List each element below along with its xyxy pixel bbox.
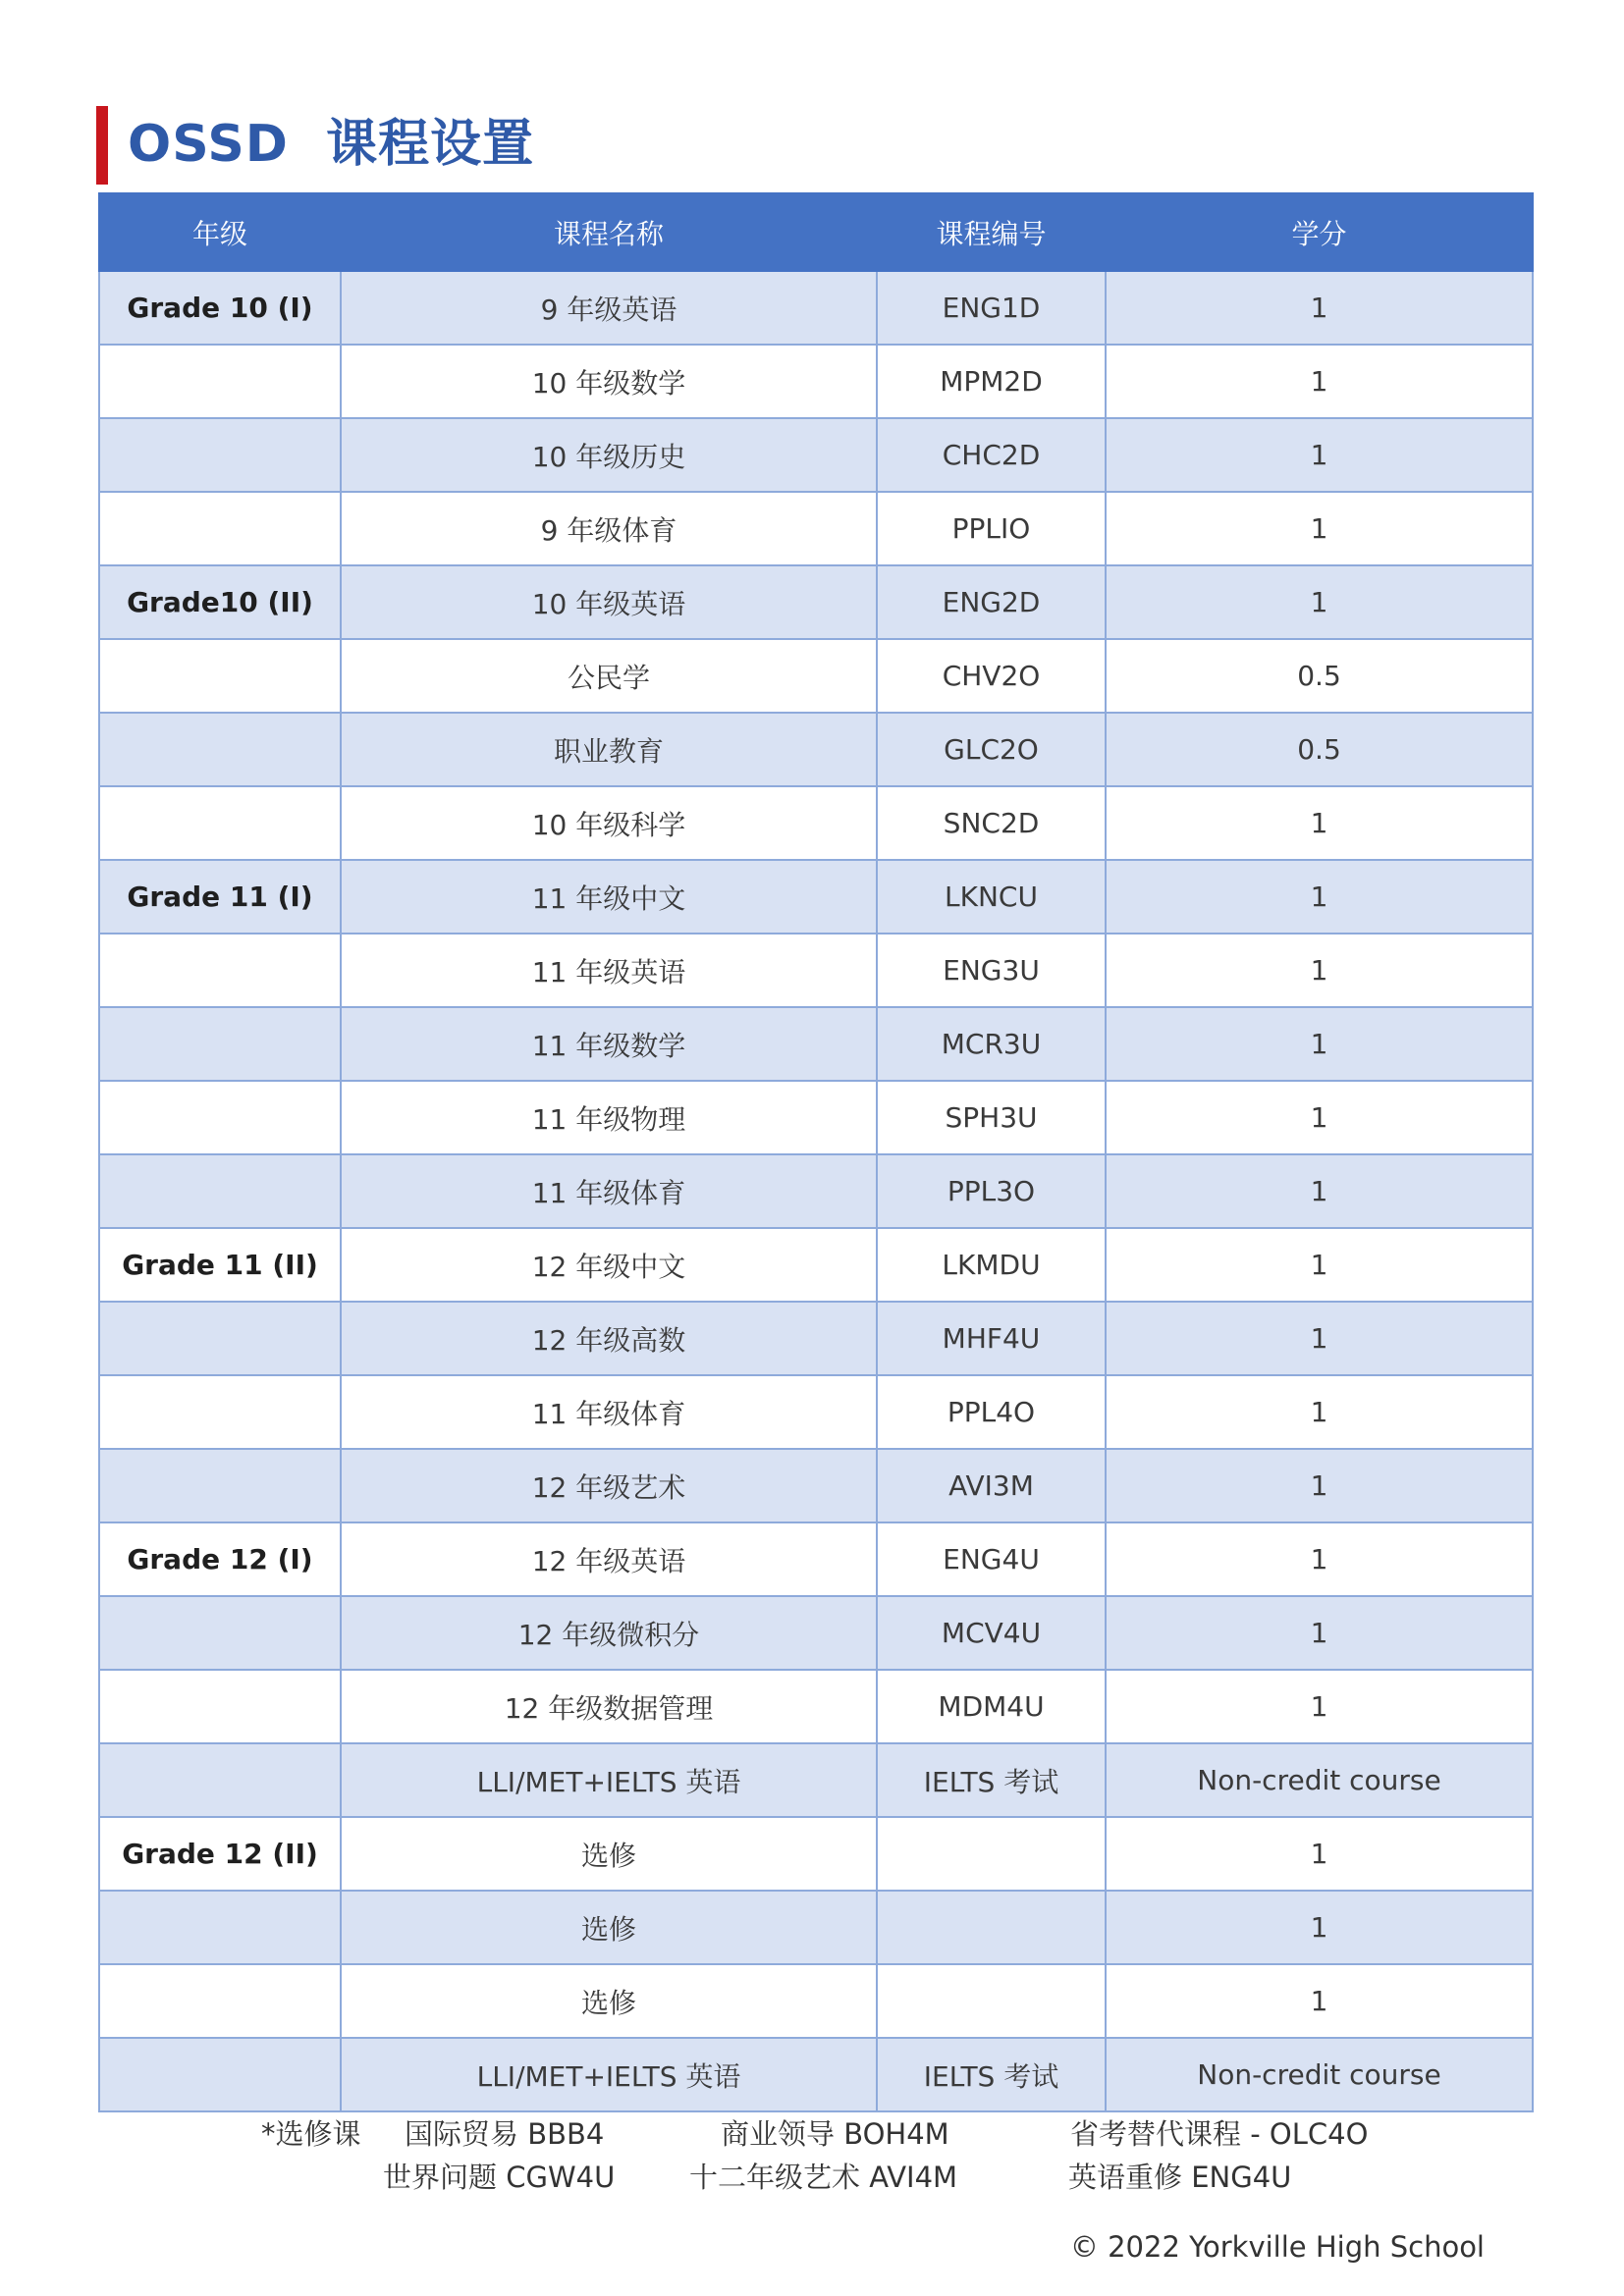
course-name-cell: 12 年级英语 bbox=[341, 1522, 877, 1596]
header-grade: 年级 bbox=[99, 193, 341, 271]
table-row bbox=[99, 1302, 1533, 1375]
elective-item: 省考替代课程 - OLC4O bbox=[1070, 2117, 1369, 2151]
course-code-cell: IELTS 考试 bbox=[877, 2038, 1106, 2111]
grade-cell bbox=[99, 418, 341, 492]
credit-cell: 0.5 bbox=[1106, 713, 1533, 786]
table-row bbox=[99, 2038, 1533, 2111]
course-code-cell: LKMDU bbox=[877, 1228, 1106, 1302]
credit-cell: 1 bbox=[1106, 1522, 1533, 1596]
table-row bbox=[99, 1596, 1533, 1670]
course-name-cell: 11 年级体育 bbox=[341, 1375, 877, 1449]
grade-cell bbox=[99, 2038, 341, 2111]
course-code-cell: MCR3U bbox=[877, 1007, 1106, 1081]
grade-cell: Grade 11 (I) bbox=[99, 860, 341, 934]
course-name-cell: LLI/MET+IELTS 英语 bbox=[341, 2038, 877, 2111]
grade-cell bbox=[99, 1081, 341, 1154]
grade-cell: Grade10 (II) bbox=[99, 565, 341, 639]
credit-cell: 1 bbox=[1106, 1081, 1533, 1154]
credit-cell: Non-credit course bbox=[1106, 1743, 1533, 1817]
course-name-cell: 12 年级高数 bbox=[341, 1302, 877, 1375]
course-name-cell: 公民学 bbox=[341, 639, 877, 713]
table-row bbox=[99, 1670, 1533, 1743]
grade-cell bbox=[99, 1007, 341, 1081]
table-row bbox=[99, 271, 1533, 345]
course-code-cell: SPH3U bbox=[877, 1081, 1106, 1154]
table-row bbox=[99, 1449, 1533, 1522]
credit-cell: 1 bbox=[1106, 1375, 1533, 1449]
course-name-cell: 选修 bbox=[341, 1891, 877, 1964]
header-course-code: 课程编号 bbox=[877, 193, 1106, 271]
course-name-cell: 11 年级数学 bbox=[341, 1007, 877, 1081]
credit-cell: 1 bbox=[1106, 1302, 1533, 1375]
table-row bbox=[99, 492, 1533, 565]
credit-cell: 1 bbox=[1106, 565, 1533, 639]
grade-cell: Grade 12 (I) bbox=[99, 1522, 341, 1596]
table-row bbox=[99, 860, 1533, 934]
grade-cell bbox=[99, 1375, 341, 1449]
table-row bbox=[99, 934, 1533, 1007]
course-code-cell: MPM2D bbox=[877, 345, 1106, 418]
table-row bbox=[99, 1375, 1533, 1449]
course-name-cell: 选修 bbox=[341, 1817, 877, 1891]
course-name-cell: LLI/MET+IELTS 英语 bbox=[341, 1743, 877, 1817]
elective-item: 十二年级艺术 AVI4M bbox=[689, 2161, 958, 2194]
course-name-cell: 12 年级中文 bbox=[341, 1228, 877, 1302]
elective-item: 国际贸易 BBB4 bbox=[405, 2117, 605, 2151]
course-code-cell: ENG4U bbox=[877, 1522, 1106, 1596]
credit-cell: 1 bbox=[1106, 860, 1533, 934]
credit-cell: 1 bbox=[1106, 1154, 1533, 1228]
table-row bbox=[99, 1817, 1533, 1891]
course-code-cell: CHV2O bbox=[877, 639, 1106, 713]
course-name-cell: 10 年级数学 bbox=[341, 345, 877, 418]
course-code-cell: CHC2D bbox=[877, 418, 1106, 492]
page-title: OSSD 课程设置 bbox=[128, 115, 535, 174]
credit-cell: 1 bbox=[1106, 1891, 1533, 1964]
credit-cell: 1 bbox=[1106, 1670, 1533, 1743]
grade-cell bbox=[99, 1302, 341, 1375]
course-code-cell: PPL3O bbox=[877, 1154, 1106, 1228]
table-row bbox=[99, 1743, 1533, 1817]
course-name-cell: 9 年级英语 bbox=[341, 271, 877, 345]
table-row bbox=[99, 786, 1533, 860]
course-table bbox=[98, 192, 1534, 2112]
course-name-cell: 10 年级历史 bbox=[341, 418, 877, 492]
grade-cell bbox=[99, 1964, 341, 2038]
course-name-cell: 12 年级数据管理 bbox=[341, 1670, 877, 1743]
course-code-cell: ENG2D bbox=[877, 565, 1106, 639]
course-code-cell: IELTS 考试 bbox=[877, 1743, 1106, 1817]
grade-cell bbox=[99, 1449, 341, 1522]
table-row bbox=[99, 639, 1533, 713]
table-row bbox=[99, 1007, 1533, 1081]
grade-cell bbox=[99, 492, 341, 565]
course-code-cell: MHF4U bbox=[877, 1302, 1106, 1375]
course-name-cell: 11 年级体育 bbox=[341, 1154, 877, 1228]
credit-cell: 1 bbox=[1106, 1007, 1533, 1081]
grade-cell bbox=[99, 934, 341, 1007]
table-header-row bbox=[99, 193, 1533, 271]
grade-cell: Grade 10 (I) bbox=[99, 271, 341, 345]
credit-cell: 1 bbox=[1106, 1449, 1533, 1522]
credit-cell: 1 bbox=[1106, 345, 1533, 418]
table-row bbox=[99, 1154, 1533, 1228]
course-code-cell: PPL4O bbox=[877, 1375, 1106, 1449]
course-code-cell: ENG1D bbox=[877, 271, 1106, 345]
elective-label: *选修课 bbox=[261, 2117, 361, 2151]
credit-cell: Non-credit course bbox=[1106, 2038, 1533, 2111]
credit-cell: 0.5 bbox=[1106, 639, 1533, 713]
course-code-cell bbox=[877, 1964, 1106, 2038]
grade-cell bbox=[99, 1891, 341, 1964]
title-accent-bar bbox=[96, 106, 108, 185]
course-table-body bbox=[99, 271, 1533, 2111]
course-name-cell: 职业教育 bbox=[341, 713, 877, 786]
elective-item: 世界问题 CGW4U bbox=[383, 2161, 616, 2194]
grade-cell: Grade 11 (II) bbox=[99, 1228, 341, 1302]
elective-item: 商业领导 BOH4M bbox=[721, 2117, 949, 2151]
grade-cell bbox=[99, 345, 341, 418]
course-name-cell: 11 年级中文 bbox=[341, 860, 877, 934]
table-row bbox=[99, 1228, 1533, 1302]
course-code-cell: SNC2D bbox=[877, 786, 1106, 860]
grade-cell bbox=[99, 1670, 341, 1743]
credit-cell: 1 bbox=[1106, 1596, 1533, 1670]
credit-cell: 1 bbox=[1106, 934, 1533, 1007]
course-name-cell: 9 年级体育 bbox=[341, 492, 877, 565]
header-course-name: 课程名称 bbox=[341, 193, 877, 271]
credit-cell: 1 bbox=[1106, 492, 1533, 565]
table-row bbox=[99, 1081, 1533, 1154]
course-code-cell bbox=[877, 1891, 1106, 1964]
grade-cell bbox=[99, 786, 341, 860]
grade-cell bbox=[99, 713, 341, 786]
table-row bbox=[99, 345, 1533, 418]
grade-cell bbox=[99, 1743, 341, 1817]
course-name-cell: 12 年级微积分 bbox=[341, 1596, 877, 1670]
course-code-cell: AVI3M bbox=[877, 1449, 1106, 1522]
elective-item: 英语重修 ENG4U bbox=[1068, 2161, 1292, 2194]
credit-cell: 1 bbox=[1106, 418, 1533, 492]
course-code-cell: MCV4U bbox=[877, 1596, 1106, 1670]
course-name-cell: 11 年级英语 bbox=[341, 934, 877, 1007]
grade-cell bbox=[99, 639, 341, 713]
credit-cell: 1 bbox=[1106, 271, 1533, 345]
course-code-cell: LKNCU bbox=[877, 860, 1106, 934]
course-name-cell: 10 年级科学 bbox=[341, 786, 877, 860]
table-row bbox=[99, 1891, 1533, 1964]
grade-cell: Grade 12 (II) bbox=[99, 1817, 341, 1891]
course-code-cell bbox=[877, 1817, 1106, 1891]
grade-cell bbox=[99, 1154, 341, 1228]
course-name-cell: 12 年级艺术 bbox=[341, 1449, 877, 1522]
credit-cell: 1 bbox=[1106, 1964, 1533, 2038]
table-row bbox=[99, 713, 1533, 786]
course-code-cell: ENG3U bbox=[877, 934, 1106, 1007]
credit-cell: 1 bbox=[1106, 1228, 1533, 1302]
course-name-cell: 10 年级英语 bbox=[341, 565, 877, 639]
table-row bbox=[99, 565, 1533, 639]
credit-cell: 1 bbox=[1106, 786, 1533, 860]
footer-copyright: © 2022 Yorkville High School bbox=[1069, 2230, 1485, 2264]
table-row bbox=[99, 1964, 1533, 2038]
header-credits: 学分 bbox=[1106, 193, 1533, 271]
credit-cell: 1 bbox=[1106, 1817, 1533, 1891]
course-code-cell: PPLIO bbox=[877, 492, 1106, 565]
table-row bbox=[99, 1522, 1533, 1596]
course-code-cell: MDM4U bbox=[877, 1670, 1106, 1743]
course-name-cell: 11 年级物理 bbox=[341, 1081, 877, 1154]
table-row bbox=[99, 418, 1533, 492]
course-name-cell: 选修 bbox=[341, 1964, 877, 2038]
grade-cell bbox=[99, 1596, 341, 1670]
course-code-cell: GLC2O bbox=[877, 713, 1106, 786]
